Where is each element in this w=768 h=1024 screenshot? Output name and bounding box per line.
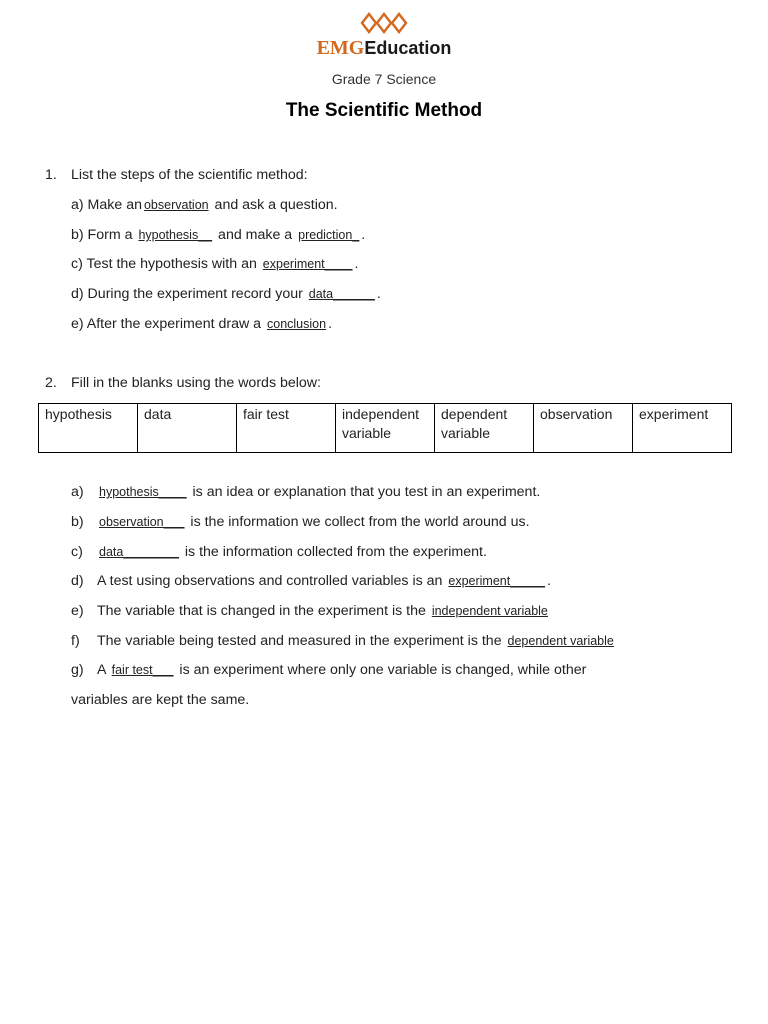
q2-item-d-post: . — [546, 573, 551, 589]
q2-item-f-answer: dependent variable — [507, 634, 614, 648]
q2-item-d — [97, 572, 551, 590]
q2-item-c-answer: data________ — [99, 545, 179, 559]
q2-item-e-letter: e) — [71, 603, 84, 619]
page-title: The Scientific Method — [285, 100, 483, 121]
word-bank-row — [39, 404, 732, 453]
q2-item-a-letter: a) — [71, 484, 84, 500]
q1-number: 1. — [45, 167, 57, 183]
q1-item-b-text: b) Form a — [71, 227, 137, 243]
q2-item-e — [97, 602, 550, 620]
q1-item-d — [71, 285, 381, 303]
q2-item-b-answer: observation___ — [99, 515, 185, 529]
q1-item-a-post: and ask a question. — [210, 197, 338, 213]
q1-item-c-text: c) Test the hypothesis with an — [71, 256, 261, 272]
q2-item-c-post: is the information collected from the experiment. — [180, 544, 487, 560]
q2-item-d-answer: experiment_____ — [448, 574, 545, 588]
q2-item-a-post: is an idea or explanation that you test in an experiment. — [188, 484, 541, 500]
q1-item-a-answer: observation — [143, 198, 209, 212]
q2-item-c — [97, 543, 487, 561]
q2-prompt: Fill in the blanks using the words below: — [71, 375, 321, 391]
q1-item-b-post: . — [361, 227, 366, 243]
word-bank-table — [38, 403, 732, 453]
logo-icon — [358, 9, 410, 37]
q1-item-b-answer: hypothesis__ — [138, 228, 213, 242]
q2-item-f — [97, 632, 616, 650]
q2-item-c-letter: c) — [71, 544, 83, 560]
q1-item-d-answer: data______ — [308, 287, 375, 301]
q2-item-f-letter: f) — [71, 633, 80, 649]
q2-item-a-answer: hypothesis____ — [99, 485, 187, 499]
word-bank-cell: hypothesis — [39, 404, 138, 453]
q1-item-b — [71, 226, 365, 244]
q2-item-g-post: is an experiment where only one variable is changed, while other — [175, 662, 587, 678]
q1-prompt: List the steps of the scientific method: — [71, 167, 308, 183]
q1-item-b-answer2: prediction_ — [298, 228, 360, 242]
q2-number: 2. — [45, 375, 57, 391]
logo-brand: EMG — [316, 37, 365, 59]
q2-item-g-text: A — [97, 662, 110, 678]
word-bank-cell: dependent variable — [435, 404, 534, 453]
word-bank-cell: independent variable — [336, 404, 435, 453]
q1-item-b-mid: and make a — [214, 227, 297, 243]
word-bank-cell: experiment — [633, 404, 732, 453]
q2-item-g-letter: g) — [71, 662, 84, 678]
q1-item-c-answer: experiment____ — [262, 257, 353, 271]
q1-item-e — [71, 315, 332, 333]
q1-item-e-answer: conclusion — [267, 317, 327, 331]
word-bank-cell: observation — [534, 404, 633, 453]
q2-item-d-text: A test using observations and controlled variables is an — [97, 573, 447, 589]
q2-item-b-letter: b) — [71, 514, 84, 530]
q1-item-d-post: . — [376, 286, 381, 302]
q2-item-g-continuation: variables are kept the same. — [71, 692, 250, 708]
q2-item-g — [97, 661, 586, 679]
q1-item-a — [71, 196, 338, 214]
q1-item-c-post: . — [354, 256, 359, 272]
q2-item-e-text: The variable that is changed in the experiment is the — [97, 603, 430, 619]
q2-item-f-text: The variable being tested and measured in the experiment is the — [97, 633, 506, 649]
word-bank-cell: data — [138, 404, 237, 453]
logo-word: Education — [364, 38, 452, 58]
q2-item-d-letter: d) — [71, 573, 84, 589]
q2-item-e-answer: independent variable — [431, 604, 548, 618]
q2-item-g-answer: fair test___ — [111, 663, 174, 677]
q2-item-b-post: is the information we collect from the world around us. — [186, 514, 530, 530]
q1-item-e-post: . — [328, 316, 333, 332]
q2-item-b — [97, 513, 530, 531]
word-bank-cell: fair test — [237, 404, 336, 453]
q1-item-d-text: d) During the experiment record your — [71, 286, 307, 302]
q1-item-e-text: e) After the experiment draw a — [71, 316, 265, 332]
q2-item-a — [97, 483, 540, 501]
q1-item-c — [71, 255, 358, 273]
logo — [0, 35, 768, 61]
subject-label: Grade 7 Science — [331, 71, 437, 87]
q1-item-a-text: a) Make an — [71, 197, 142, 213]
